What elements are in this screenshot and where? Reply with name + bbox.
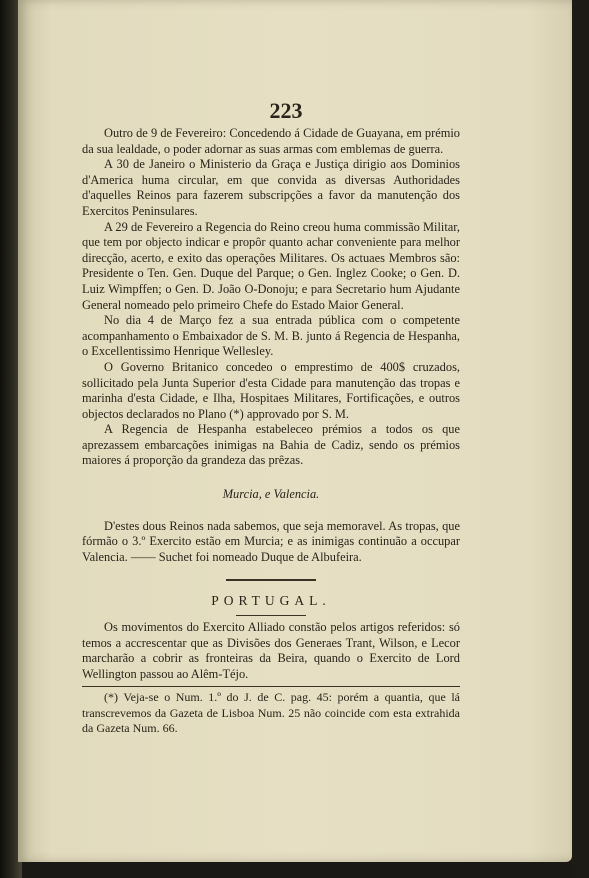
section-divider — [226, 579, 316, 581]
book-page — [18, 0, 572, 862]
paragraph-portugal: Os movimentos do Exercito Alliado constão pelos artigos referidos: só temos a accrescentar que as Divisões dos Generaes Trant, Wilson, e Lecor marcharão a cobrir as fronteiras da Beira, quando o Exercito de Lord Wellington passou ao Alêm-Téjo. — [82, 620, 460, 681]
page-number: 223 — [269, 98, 303, 123]
section-title-murcia: Murcia, e Valencia. — [222, 487, 320, 502]
paragraph-guayana: Outro de 9 de Fevereiro: Concedendo á Cidade de Guayana, em prémio da sua lealdade, o poder adornar as suas armas com emblemas de guerra. — [82, 126, 460, 156]
paragraph-emprestimo: O Governo Britanico concedeo o emprestimo de 400$ cruzados, sollicitado pela Junta Superior d'esta Cidade para manutenção das tropas e marinha d'esta Cidade, e Ilha, Hospitaes Militares, Fortificações, e outros objectos declarados no Plano (*) approvado por S. M. — [82, 359, 460, 421]
section-title-portugal: PORTUGAL. — [211, 593, 331, 609]
footnote: (*) Veja-se o Num. 1.º do J. de C. pag. 45: porém a quantia, que lá transcrevemos da Gazeta de Lisboa Num. 25 não coincide com esta extrahida da Gazeta Num. 66. — [82, 690, 460, 736]
paragraph-embaixador: No dia 4 de Março fez a sua entrada pública com o competente acompanhamento o Embaixador de S. M. B. junto á Regencia de Hespanha, o Excellentissimo Henrique Wellesley. — [82, 313, 460, 359]
footnote-divider — [82, 686, 460, 687]
page-content — [82, 96, 460, 737]
scan-edge — [572, 0, 589, 878]
paragraph-ministerio: A 30 de Janeiro o Ministerio da Graça e Justiça dirigio aos Dominios d'America huma circular, em que convida as diversas Authoridades d'aquelles Reinos para fazerem subscripções a favor da manutenção dos Exercitos Peninsulares. — [82, 157, 460, 218]
paragraph-murcia: D'estes dous Reinos nada sabemos, que seja memoravel. As tropas, que fórmão o 3.º Exercito estão em Murcia; e as inimigas continuão a occupar Valencia. —— Suchet foi nomeado Duque de Albufeira. — [82, 518, 460, 564]
paragraph-commissao-militar: A 29 de Fevereiro a Regencia do Reino creou huma commissão Militar, que tem por objecto indicar e propôr quanto achar conveniente para melhor direcção, acerto, e exito das operações Militares. Os actuaes Membros são: Presidente o Ten. Gen. Duque del Parque; o Gen. Inglez Cooke; o Gen. D. Luiz Wimpffen; o Gen. D. João O-Donoju; e para Secretario hum Ajudante General nomeado pelo primeiro Chefe do Estado Maior General. — [82, 219, 460, 312]
paragraph-premios: A Regencia de Hespanha estabeleceo prémios a todos os que aprezassem embarcações inimigas na Bahia de Cadiz, sendo os prémios maiores á proporção da grandeza das prêzas. — [82, 422, 460, 468]
